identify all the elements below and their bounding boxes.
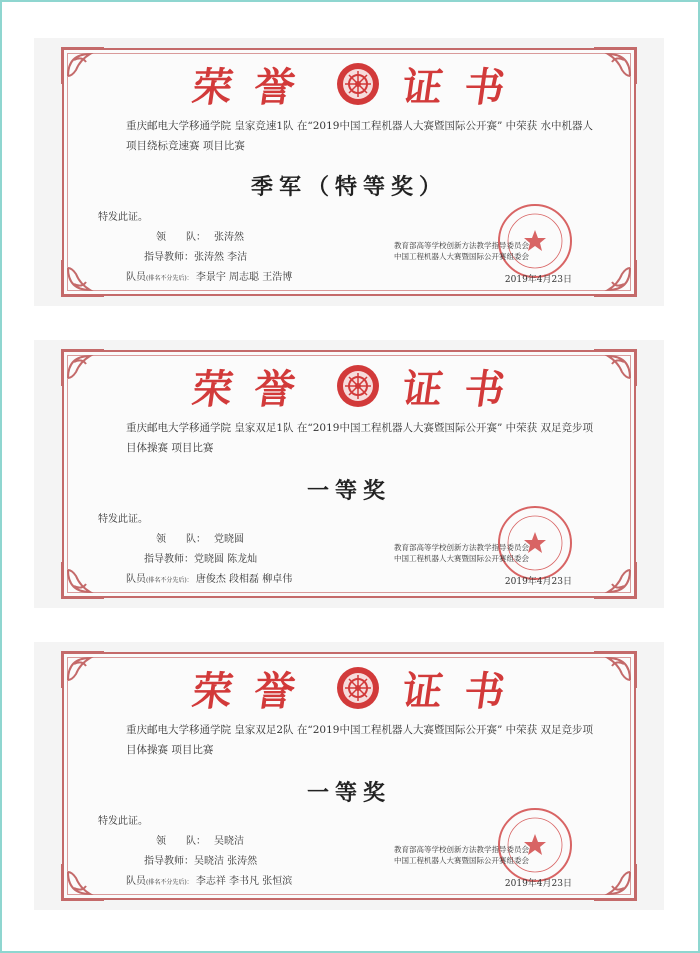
team-members: [126, 268, 292, 283]
certificate-body-text: 重庆邮电大学移通学院 皇家竞速1队 在“2019中国工程机器人大赛暨国际公开赛” 中荣获 水中机器人项目绕标竞速赛 项目比赛: [126, 120, 593, 152]
title-char: 誉: [251, 63, 298, 111]
title-char: 荣: [189, 63, 236, 111]
special-issue-line: 特发此证。: [98, 514, 148, 525]
team-leader: [156, 832, 244, 847]
issue-date: 2019年4月23日: [504, 577, 572, 587]
members-label: 队员: [126, 574, 146, 585]
members-names: 唐俊杰 段相磊 柳卓伟: [195, 574, 293, 585]
issue-date: 2019年4月23日: [504, 275, 572, 285]
corner-ornament-icon: [60, 862, 106, 902]
certificate-frame: [62, 48, 636, 296]
certificate-1: [34, 38, 664, 306]
certificate-3: [34, 642, 664, 910]
title-char: 证: [399, 667, 446, 715]
instructors: [144, 550, 257, 565]
award-level: 一等奖: [306, 780, 391, 806]
certificate-title: [64, 360, 634, 412]
title-char: 誉: [251, 365, 298, 413]
leader-name: 张涛然: [214, 232, 244, 243]
corner-ornament-icon: [60, 258, 106, 298]
special-issue-line: 特发此证。: [98, 212, 148, 223]
certificate-body-text: 重庆邮电大学移通学院 皇家双足1队 在“2019中国工程机器人大赛暨国际公开赛” 中荣获 双足竞步项目体操赛 项目比赛: [126, 422, 593, 454]
title-char: 誉: [251, 667, 298, 715]
members-note: (排名不分先后)：: [146, 577, 193, 584]
issuing-organizations: [394, 542, 594, 564]
corner-ornament-icon: [592, 560, 638, 600]
issuer-line: 教育部高等学校创新方法教学指导委员会: [394, 241, 529, 250]
award-level: 一等奖: [306, 478, 391, 504]
members-note: (排名不分先后)：: [146, 275, 193, 282]
certificate-body-text: 重庆邮电大学移通学院 皇家双足2队 在“2019中国工程机器人大赛暨国际公开赛” 中荣获 双足竞步项目体操赛 项目比赛: [126, 724, 593, 756]
members-names: 李志祥 李书凡 张恒滨: [195, 876, 293, 887]
issuer-line: 中国工程机器人大赛暨国际公开赛组委会: [394, 856, 529, 865]
title-char: 荣: [189, 365, 236, 413]
team-members: [126, 872, 292, 887]
award-level: 季军（特等奖）: [250, 174, 447, 200]
members-names: 李景宇 周志聪 王浩博: [195, 272, 293, 283]
corner-ornament-icon: [592, 258, 638, 298]
corner-ornament-icon: [592, 862, 638, 902]
teachers-names: 党晓圆 陈龙灿: [194, 554, 258, 565]
leader-name: 党晓圆: [214, 534, 244, 545]
title-char: 书: [461, 667, 508, 715]
issuer-line: 教育部高等学校创新方法教学指导委员会: [394, 543, 529, 552]
issuer-line: 中国工程机器人大赛暨国际公开赛组委会: [394, 554, 529, 563]
leader-label: 领 队：: [156, 534, 206, 545]
issuing-organizations: [394, 844, 594, 866]
certificate-frame: [62, 350, 636, 598]
leader-label: 领 队：: [156, 836, 206, 847]
issuer-line: 中国工程机器人大赛暨国际公开赛组委会: [394, 252, 529, 261]
title-char: 书: [461, 365, 508, 413]
members-label: 队员: [126, 272, 146, 283]
title-char: 证: [399, 365, 446, 413]
leader-label: 领 队：: [156, 232, 206, 243]
emblem-icon: [335, 61, 381, 107]
instructors: [144, 248, 247, 263]
title-char: 书: [461, 63, 508, 111]
certificate-title: [64, 58, 634, 110]
teachers-label: 指导教师：: [144, 252, 194, 263]
teachers-names: 吴晓洁 张涛然: [194, 856, 258, 867]
instructors: [144, 852, 257, 867]
emblem-icon: [335, 665, 381, 711]
teachers-label: 指导教师：: [144, 554, 194, 565]
issuing-organizations: [394, 240, 594, 262]
certificate-frame: [62, 652, 636, 900]
issue-date: 2019年4月23日: [504, 879, 572, 889]
special-issue-line: 特发此证。: [98, 816, 148, 827]
certificate-title: [64, 662, 634, 714]
team-members: [126, 570, 292, 585]
team-leader: [156, 530, 244, 545]
title-char: 荣: [189, 667, 236, 715]
certificate-2: [34, 340, 664, 608]
members-note: (排名不分先后)：: [146, 879, 193, 886]
issuer-line: 教育部高等学校创新方法教学指导委员会: [394, 845, 529, 854]
team-leader: [156, 228, 244, 243]
emblem-icon: [335, 363, 381, 409]
members-label: 队员: [126, 876, 146, 887]
teachers-label: 指导教师：: [144, 856, 194, 867]
teachers-names: 张涛然 李洁: [194, 252, 248, 263]
corner-ornament-icon: [60, 560, 106, 600]
title-char: 证: [399, 63, 446, 111]
leader-name: 吴晓洁: [214, 836, 244, 847]
